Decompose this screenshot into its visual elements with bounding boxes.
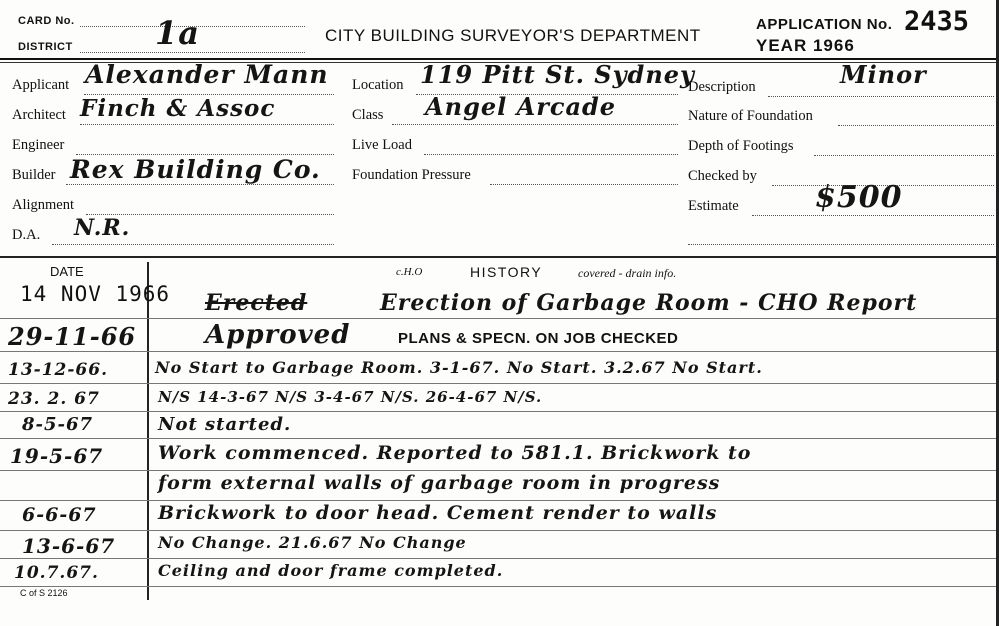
- application-no-value: 2435: [904, 6, 970, 37]
- history-top-rule: [0, 256, 999, 258]
- live-load-label: Live Load: [352, 137, 412, 153]
- foundation-pressure-label: Foundation Pressure: [352, 167, 471, 183]
- builder-line: [66, 184, 334, 185]
- da-line: [52, 244, 334, 245]
- history-entry-date: 13-6-67: [22, 534, 116, 558]
- history-entry-date: 23. 2. 67: [8, 389, 100, 409]
- district-value: 1a: [155, 14, 200, 52]
- history-entry-text: Not started.: [158, 414, 292, 435]
- history-entry-text: Brickwork to door head. Cement render to walls: [158, 502, 718, 524]
- applicant-value: Alexander Mann: [85, 60, 329, 89]
- foundation-pressure-line: [490, 184, 678, 185]
- live-load-line: [424, 154, 678, 155]
- class-line: [392, 124, 678, 125]
- engineer-label: Engineer: [12, 137, 65, 153]
- location-label: Location: [352, 77, 404, 93]
- alignment-label: Alignment: [12, 197, 75, 213]
- history-row-rule: [0, 470, 999, 471]
- description-value: Minor: [840, 60, 927, 89]
- history-entry-text: No Start to Garbage Room. 3-1-67. No Start. 3.2.67 No Start.: [155, 358, 763, 377]
- builder-value: Rex Building Co.: [70, 155, 321, 184]
- stamp-date: 14 NOV 1966: [20, 282, 171, 306]
- architect-label: Architect: [12, 107, 66, 123]
- da-value: N.R.: [74, 215, 131, 241]
- struck-word: Erected: [205, 290, 308, 316]
- architect-value: Finch & Assoc: [80, 95, 276, 122]
- depth-of-footings-label: Depth of Footings: [688, 138, 794, 154]
- class-value: Angel Arcade: [425, 92, 617, 121]
- history-entry-date: 19-5-67: [10, 444, 104, 468]
- da-label: D.A.: [12, 227, 41, 243]
- department-title: CITY BUILDING SURVEYOR'S DEPARTMENT: [325, 26, 701, 45]
- history-entry-date: 29-11-66: [8, 322, 137, 351]
- history-row-rule: [0, 383, 999, 384]
- applicant-label: Applicant: [12, 77, 70, 93]
- history-entry-text: form external walls of garbage room in progress: [158, 472, 721, 494]
- checked-by-label: Checked by: [688, 168, 757, 184]
- card-no-label: CARD No.: [18, 15, 75, 27]
- history-row-rule: [0, 500, 999, 501]
- architect-line: [80, 124, 334, 125]
- history-entry-date: 8-5-67: [22, 414, 94, 435]
- history-entry-date: 6-6-67: [22, 504, 97, 526]
- history-row-rule: [0, 438, 999, 439]
- history-entry-text: Work commenced. Reported to 581.1. Brickwork to: [158, 442, 752, 464]
- date-column-divider: [147, 262, 149, 600]
- description-label: Description: [688, 79, 756, 95]
- district-line: [80, 52, 305, 53]
- estimate-label: Estimate: [688, 198, 739, 214]
- location-value: 119 Pitt St. Sydney: [420, 60, 695, 89]
- history-note-left: c.H.O: [396, 266, 423, 278]
- builder-label: Builder: [12, 167, 56, 183]
- estimate-value: $500: [815, 180, 903, 215]
- history-header: HISTORY: [470, 264, 543, 280]
- depth-of-footings-line: [814, 155, 994, 156]
- history-entry-date: 10.7.67.: [14, 563, 99, 583]
- plans-checked-stamp: PLANS & SPECN. ON JOB CHECKED: [398, 330, 679, 347]
- history-entry-text: N/S 14-3-67 N/S 3-4-67 N/S. 26-4-67 N/S.: [158, 388, 543, 406]
- history-row-rule: [0, 318, 999, 319]
- history-entry-text: Approved: [205, 320, 351, 350]
- nature-of-foundation-label: Nature of Foundation: [688, 108, 813, 124]
- application-no-label: APPLICATION No.: [756, 16, 893, 33]
- history-row-rule: [0, 586, 999, 587]
- history-row-rule: [0, 351, 999, 352]
- history-row-rule: [0, 558, 999, 559]
- history-entry-text: Erection of Garbage Room - CHO Report: [380, 290, 918, 316]
- history-entry-text: No Change. 21.6.67 No Change: [158, 533, 467, 552]
- history-row-rule: [0, 530, 999, 531]
- extra-line: [688, 244, 994, 245]
- district-label: DISTRICT: [18, 41, 73, 53]
- history-note-right: covered - drain info.: [578, 266, 677, 280]
- nature-of-foundation-line: [838, 125, 994, 126]
- estimate-line: [752, 215, 994, 216]
- form-code: C of S 2126: [20, 588, 68, 598]
- date-header: DATE: [50, 264, 84, 279]
- history-entry-text: Ceiling and door frame completed.: [158, 561, 504, 580]
- class-label: Class: [352, 107, 384, 123]
- year-label: YEAR 1966: [756, 36, 855, 55]
- history-row-rule: [0, 411, 999, 412]
- description-line: [768, 96, 994, 97]
- history-entry-date: 13-12-66.: [8, 360, 109, 380]
